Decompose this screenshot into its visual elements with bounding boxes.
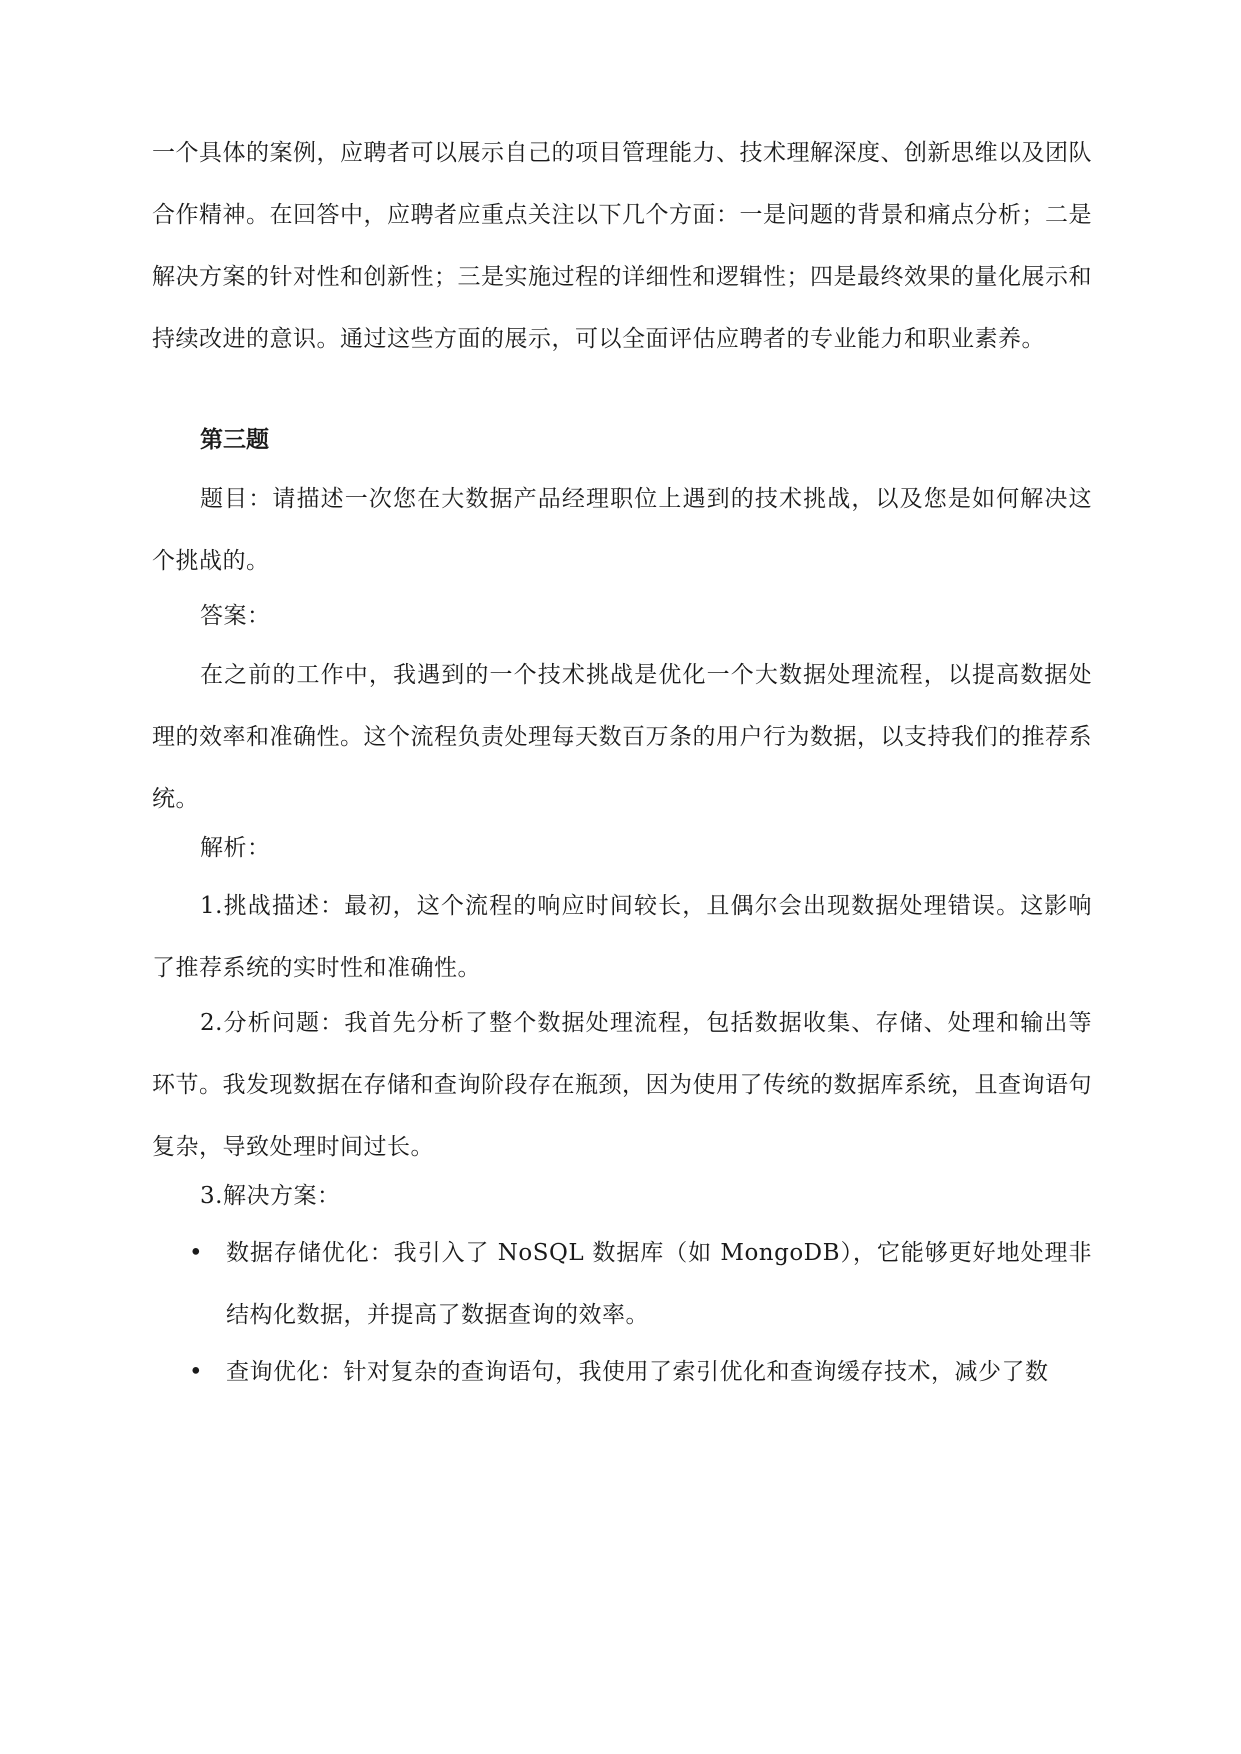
step-2-paragraph: 2.分析问题：我首先分析了整个数据处理流程，包括数据收集、存储、处理和输出等环节。我发现数据在存储和查询阶段存在瓶颈，因为使用了传统的数据库系统，且查询语句复杂，导致处理时间过长。 [152,1010,1092,1160]
bullet-text: 数据存储优化：我引入了 NoSQL 数据库（如 MongoDB），它能够更好地处理非结构化数据，并提高了数据查询的效率。 [226,1240,1092,1328]
step-3-label: 3.解决方案： [200,1183,341,1209]
bullet-dot-icon: • [188,1240,204,1266]
step-1-paragraph: 1.挑战描述：最初，这个流程的响应时间较长，且偶尔会出现数据处理错误。这影响了推荐系统的实时性和准确性。 [152,893,1092,981]
analysis-label: 解析： [200,835,271,861]
document-page [152,0,1092,1754]
bullet-dot-icon: • [188,1359,204,1385]
section-heading-third-question: 第三题 [200,427,269,453]
answer-paragraph: 在之前的工作中，我遇到的一个技术挑战是优化一个大数据处理流程，以提高数据处理的效率和准确性。这个流程负责处理每天数百万条的用户行为数据，以支持我们的推荐系统。 [152,662,1092,812]
answer-label: 答案： [200,603,271,629]
question-paragraph: 题目：请描述一次您在大数据产品经理职位上遇到的技术挑战，以及您是如何解决这个挑战的。 [152,486,1092,574]
bullet-text: 查询优化：针对复杂的查询语句，我使用了索引优化和查询缓存技术，减少了数 [226,1359,1049,1385]
intro-paragraph: 一个具体的案例，应聘者可以展示自己的项目管理能力、技术理解深度、创新思维以及团队合作精神。在回答中，应聘者应重点关注以下几个方面：一是问题的背景和痛点分析；二是解决方案的针对性和创新性；三是实施过程的详细性和逻辑性；四是最终效果的量化展示和持续改进的意识。通过这些方面的展示，可以全面评估应聘者的专业能力和职业素养。 [152,140,1092,352]
